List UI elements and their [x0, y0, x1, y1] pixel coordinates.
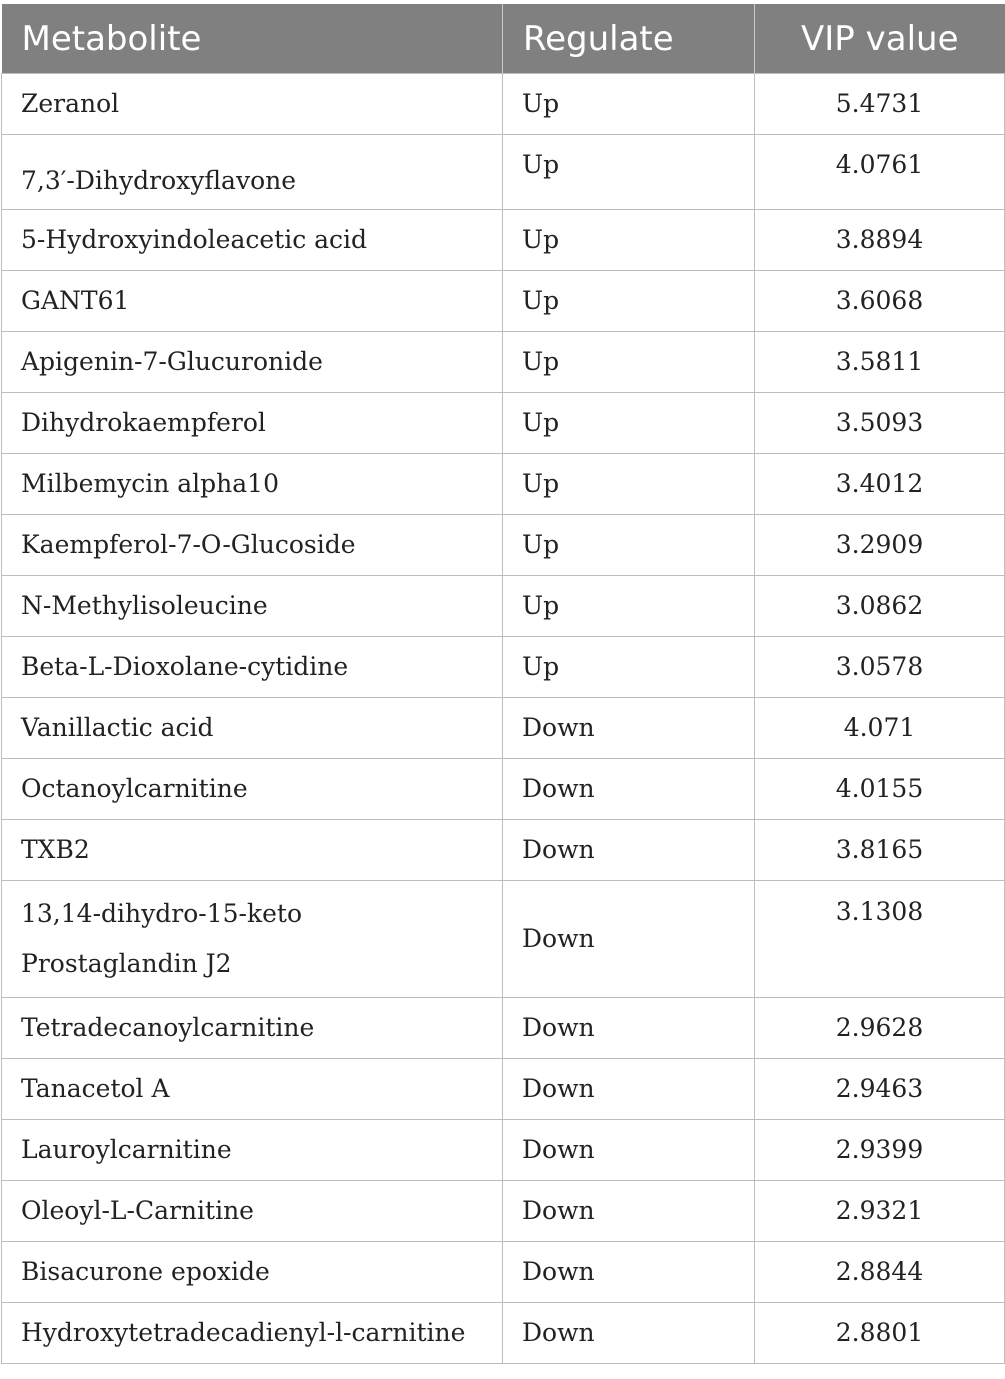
regulate-cell: Up	[503, 637, 755, 698]
table-row	[2, 393, 1005, 454]
regulate-cell: Up	[503, 454, 755, 515]
metabolite-cell: TXB2	[2, 820, 503, 881]
vip-value-cell: 3.5093	[755, 393, 1005, 454]
regulate-cell: Up	[503, 332, 755, 393]
vip-value-cell: 4.071	[755, 698, 1005, 759]
regulate-cell: Down	[503, 759, 755, 820]
metabolite-cell: Tanacetol A	[2, 1059, 503, 1120]
vip-value-cell: 3.0578	[755, 637, 1005, 698]
metabolite-cell: Oleoyl-L-Carnitine	[2, 1181, 503, 1242]
table-row	[2, 1120, 1005, 1181]
regulate-cell: Down	[503, 1120, 755, 1181]
regulate-cell: Down	[503, 1242, 755, 1303]
vip-value-cell: 4.0155	[755, 759, 1005, 820]
table-row	[2, 759, 1005, 820]
table-row	[2, 135, 1005, 210]
regulate-cell: Up	[503, 74, 755, 135]
table-row	[2, 332, 1005, 393]
vip-value-cell: 2.8844	[755, 1242, 1005, 1303]
table-header-row	[2, 4, 1005, 74]
metabolite-cell: Octanoylcarnitine	[2, 759, 503, 820]
metabolite-table	[1, 4, 1005, 1364]
regulate-cell: Up	[503, 515, 755, 576]
table-row	[2, 576, 1005, 637]
regulate-cell: Down	[503, 998, 755, 1059]
table-row	[2, 210, 1005, 271]
table-row	[2, 74, 1005, 135]
table-row	[2, 698, 1005, 759]
regulate-cell: Down	[503, 698, 755, 759]
metabolite-cell: Tetradecanoylcarnitine	[2, 998, 503, 1059]
metabolite-cell: Lauroylcarnitine	[2, 1120, 503, 1181]
vip-value-cell: 3.5811	[755, 332, 1005, 393]
regulate-cell: Up	[503, 393, 755, 454]
header-metabolite: Metabolite	[2, 4, 503, 74]
metabolite-cell: 5-Hydroxyindoleacetic acid	[2, 210, 503, 271]
metabolite-cell: Beta-L-Dioxolane-cytidine	[2, 637, 503, 698]
vip-value-cell: 3.0862	[755, 576, 1005, 637]
metabolite-cell: Bisacurone epoxide	[2, 1242, 503, 1303]
metabolite-cell: Milbemycin alpha10	[2, 454, 503, 515]
vip-value-cell: 2.9399	[755, 1120, 1005, 1181]
table-row	[2, 820, 1005, 881]
vip-value-cell: 3.4012	[755, 454, 1005, 515]
vip-value-cell: 3.2909	[755, 515, 1005, 576]
vip-value-cell: 2.9628	[755, 998, 1005, 1059]
regulate-cell: Down	[503, 1059, 755, 1120]
table-row	[2, 271, 1005, 332]
regulate-cell: Down	[503, 881, 755, 998]
metabolite-cell: 13,14-dihydro-15-keto Prostaglandin J2	[2, 881, 503, 998]
vip-value-cell: 4.0761	[755, 135, 1005, 210]
metabolite-cell: N-Methylisoleucine	[2, 576, 503, 637]
header-vip-value: VIP value	[755, 4, 1005, 74]
vip-value-cell: 3.6068	[755, 271, 1005, 332]
regulate-cell: Down	[503, 1303, 755, 1364]
metabolite-cell: 7,3′-Dihydroxyflavone	[2, 135, 503, 210]
regulate-cell: Up	[503, 210, 755, 271]
table-row	[2, 1303, 1005, 1364]
vip-value-cell: 2.9463	[755, 1059, 1005, 1120]
metabolite-cell: GANT61	[2, 271, 503, 332]
table-row	[2, 881, 1005, 998]
metabolite-cell: Hydroxytetradecadienyl-l-carnitine	[2, 1303, 503, 1364]
metabolite-cell: Kaempferol-7-O-Glucoside	[2, 515, 503, 576]
header-regulate: Regulate	[503, 4, 755, 74]
table-row	[2, 454, 1005, 515]
metabolite-cell: Apigenin-7-Glucuronide	[2, 332, 503, 393]
vip-value-cell: 5.4731	[755, 74, 1005, 135]
regulate-cell: Up	[503, 576, 755, 637]
regulate-cell: Down	[503, 820, 755, 881]
metabolite-cell: Dihydrokaempferol	[2, 393, 503, 454]
vip-value-cell: 2.9321	[755, 1181, 1005, 1242]
table-row	[2, 637, 1005, 698]
table-row	[2, 1181, 1005, 1242]
table-row	[2, 1059, 1005, 1120]
table-row	[2, 1242, 1005, 1303]
table-row	[2, 515, 1005, 576]
metabolite-cell: Vanillactic acid	[2, 698, 503, 759]
table-row	[2, 998, 1005, 1059]
metabolite-cell: Zeranol	[2, 74, 503, 135]
vip-value-cell: 2.8801	[755, 1303, 1005, 1364]
regulate-cell: Down	[503, 1181, 755, 1242]
regulate-cell: Up	[503, 271, 755, 332]
regulate-cell: Up	[503, 135, 755, 210]
vip-value-cell: 3.8165	[755, 820, 1005, 881]
vip-value-cell: 3.8894	[755, 210, 1005, 271]
vip-value-cell: 3.1308	[755, 881, 1005, 998]
